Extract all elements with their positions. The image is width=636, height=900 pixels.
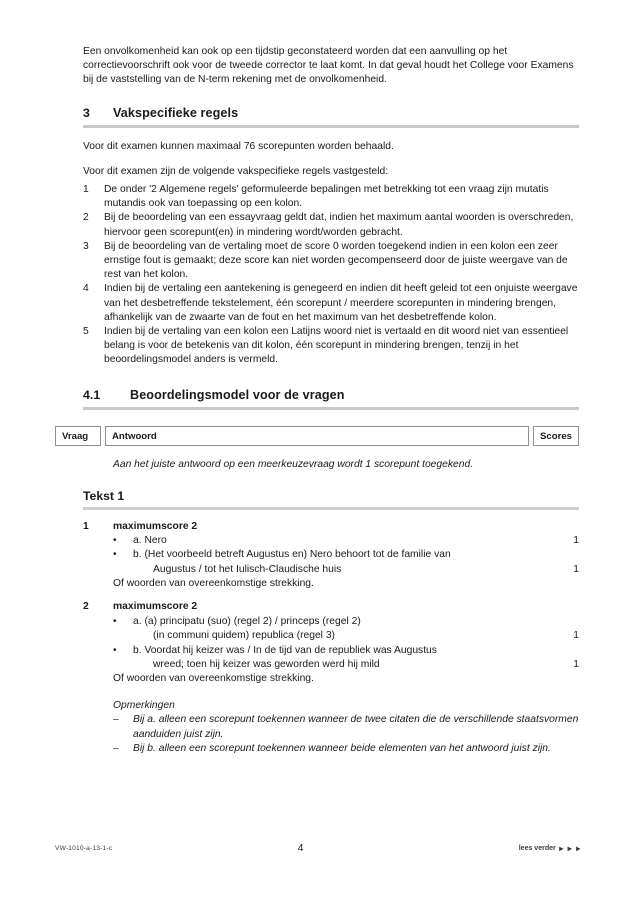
answer-score: 1 (573, 630, 579, 642)
bullet-icon: • (113, 615, 117, 627)
bullet-icon: • (113, 534, 117, 546)
rules-intro: Voor dit examen zijn de volgende vakspecifieke regels vastgesteld: (83, 165, 389, 177)
question-block (83, 600, 579, 756)
column-header-scores: Scores (533, 426, 579, 446)
rule-item (83, 240, 579, 283)
answer-score: 1 (573, 534, 579, 546)
section-41-heading (83, 388, 579, 402)
answer-row-continuation (83, 658, 579, 672)
question-title-row (83, 520, 579, 534)
bullet-spacer (113, 563, 133, 577)
answer-row-continuation (83, 563, 579, 577)
section-41-title: Beoordelingsmodel voor de vragen (130, 387, 345, 402)
page-content (62, 0, 579, 756)
question-block (83, 520, 579, 592)
answer-score (549, 548, 579, 562)
alternative-wording-note: Of woorden van overeenkomstige strekking. (113, 578, 314, 590)
section-41-number: 4.1 (83, 387, 101, 402)
section-3-title: Vakspecifieke regels (113, 105, 239, 120)
answer-indent (83, 615, 113, 629)
triangle-right-icon: ►►► (557, 844, 583, 853)
answer-score: 1 (573, 658, 579, 670)
answer-indent (83, 563, 113, 577)
rule-text: De onder '2 Algemene regels' geformuleerde bepalingen met betrekking tot een vraag zijn mutatis mutandis ook van toepassing op een kolon. (104, 184, 549, 210)
rule-item (83, 325, 579, 368)
bullet-icon: • (113, 644, 117, 656)
intro-paragraph: Een onvolkomenheid kan ook op een tijdstip geconstateerd worden dat een aanvulling op het correctievoorschrift ook voor de tweede corrector te laat komt. In dat geval houdt het College voor Examens bij de vaststelling van de N-term rekening met de onvolkomenheid. (83, 46, 574, 86)
bullet-spacer (113, 629, 133, 643)
opmerking-item (113, 742, 579, 756)
question-number: 2 (83, 601, 89, 613)
section-3-divider (83, 125, 579, 128)
page-footer (55, 843, 583, 854)
answer-row (83, 644, 579, 658)
column-header-vraag: Vraag (55, 426, 101, 446)
rule-number: 5 (83, 326, 89, 338)
vakspecifieke-regels-list (83, 183, 579, 368)
opmerkingen-block (113, 699, 579, 757)
question-title-row (83, 600, 579, 614)
answer-score (549, 615, 579, 629)
opmerking-text: Bij a. alleen een scorepunt toekennen wanneer de twee citaten die de verschillende staatsvormen aanduiden juist zijn. (133, 714, 579, 740)
answer-row (83, 615, 579, 629)
answer-text: a. Nero (133, 534, 167, 546)
answer-text: b. Voordat hij keizer was / In de tijd van de republiek was Augustus (133, 644, 437, 656)
answer-text: a. (a) principatu (suo) (regel 2) / princeps (regel 2) (133, 615, 361, 627)
multiple-choice-note: Aan het juiste antwoord op een meerkeuzevraag wordt 1 scorepunt toegekend. (113, 458, 474, 470)
bullet-icon: • (113, 549, 117, 561)
answer-indent (83, 534, 113, 548)
column-header-antwoord: Antwoord (105, 426, 529, 446)
answer-row-continuation (83, 629, 579, 643)
answer-row (83, 548, 579, 562)
question-max-score-label: maximumscore 2 (113, 601, 198, 613)
answer-text: b. (Het voorbeeld betreft Augustus en) Nero behoort tot de familie van (133, 549, 451, 561)
footer-continue-label: lees verder (518, 845, 556, 852)
opmerking-text: Bij b. alleen een scorepunt toekennen wanneer beide elementen van het antwoord juist zijn. (133, 742, 551, 754)
answer-indent (83, 644, 113, 658)
dash-icon: – (113, 714, 119, 726)
answer-text: wreed; toen hij keizer was geworden werd hij mild (153, 658, 380, 670)
rule-text: Bij de beoordeling van de vertaling moet de score 0 worden toegekend indien in een kolon een zeer ernstige fout is gemaakt; deze score kan niet worden gecompenseerd door de juiste weergave van de rest van het kolon. (104, 240, 568, 281)
alternative-wording-note: Of woorden van overeenkomstige strekking. (113, 673, 314, 685)
rule-number: 2 (83, 212, 89, 224)
footer-continue (519, 844, 583, 853)
section-41-divider (83, 407, 579, 410)
rule-number: 4 (83, 283, 89, 295)
tekst-1-heading: Tekst 1 (83, 488, 125, 503)
answer-text: Augustus / tot het Iulisch-Claudische huis (153, 563, 342, 575)
answer-table-header (55, 426, 579, 446)
section-3-heading (83, 106, 579, 120)
answer-indent (83, 548, 113, 562)
max-points-line: Voor dit examen kunnen maximaal 76 scorepunten worden behaald. (83, 140, 394, 152)
tekst-1-divider (83, 507, 579, 510)
question-number: 1 (83, 520, 89, 532)
rule-number: 3 (83, 240, 89, 252)
answer-indent (83, 658, 113, 672)
footer-page-number: 4 (297, 843, 304, 854)
rule-text: Indien bij de vertaling van een kolon een Latijns woord niet is vertaald en dit woord niet van essentieel belang is voor de betekenis van dit kolon, één scorepunt in mindering brengen, tenzij in het beoordelingsmodel anders is vermeld. (104, 326, 569, 366)
answer-score: 1 (573, 563, 579, 575)
rule-text: Bij de beoordeling van een essayvraag geldt dat, indien het maximum aantal woorden is overschreden, hiervoor geen scorepunt(en) in mindering wordt/worden gebracht. (104, 212, 574, 238)
answer-text: (in communi quidem) republica (regel 3) (153, 630, 335, 642)
answer-row (83, 534, 579, 548)
footer-exam-code: VW-1010-a-13-1-c (55, 845, 113, 852)
opmerking-item (113, 713, 579, 742)
section-3-number: 3 (83, 105, 90, 120)
bullet-spacer (113, 658, 133, 672)
rule-text: Indien bij de vertaling een aantekening is genegeerd en indien dit heeft geleid tot een onjuiste weergave van het desbetreffende tekstelement, één scorepunt / meerdere scorepunten in mindering brengen, afhankelijk van de zwaarte van de fout en het maximum van het desbetreffende kolon. (104, 283, 578, 323)
dash-icon: – (113, 742, 119, 754)
rule-item (83, 282, 579, 325)
answer-score (549, 644, 579, 658)
opmerkingen-title: Opmerkingen (113, 699, 175, 711)
rule-item (83, 211, 579, 239)
rule-item (83, 183, 579, 211)
answer-indent (83, 629, 113, 643)
rule-number: 1 (83, 184, 89, 196)
question-max-score-label: maximumscore 2 (113, 520, 198, 532)
